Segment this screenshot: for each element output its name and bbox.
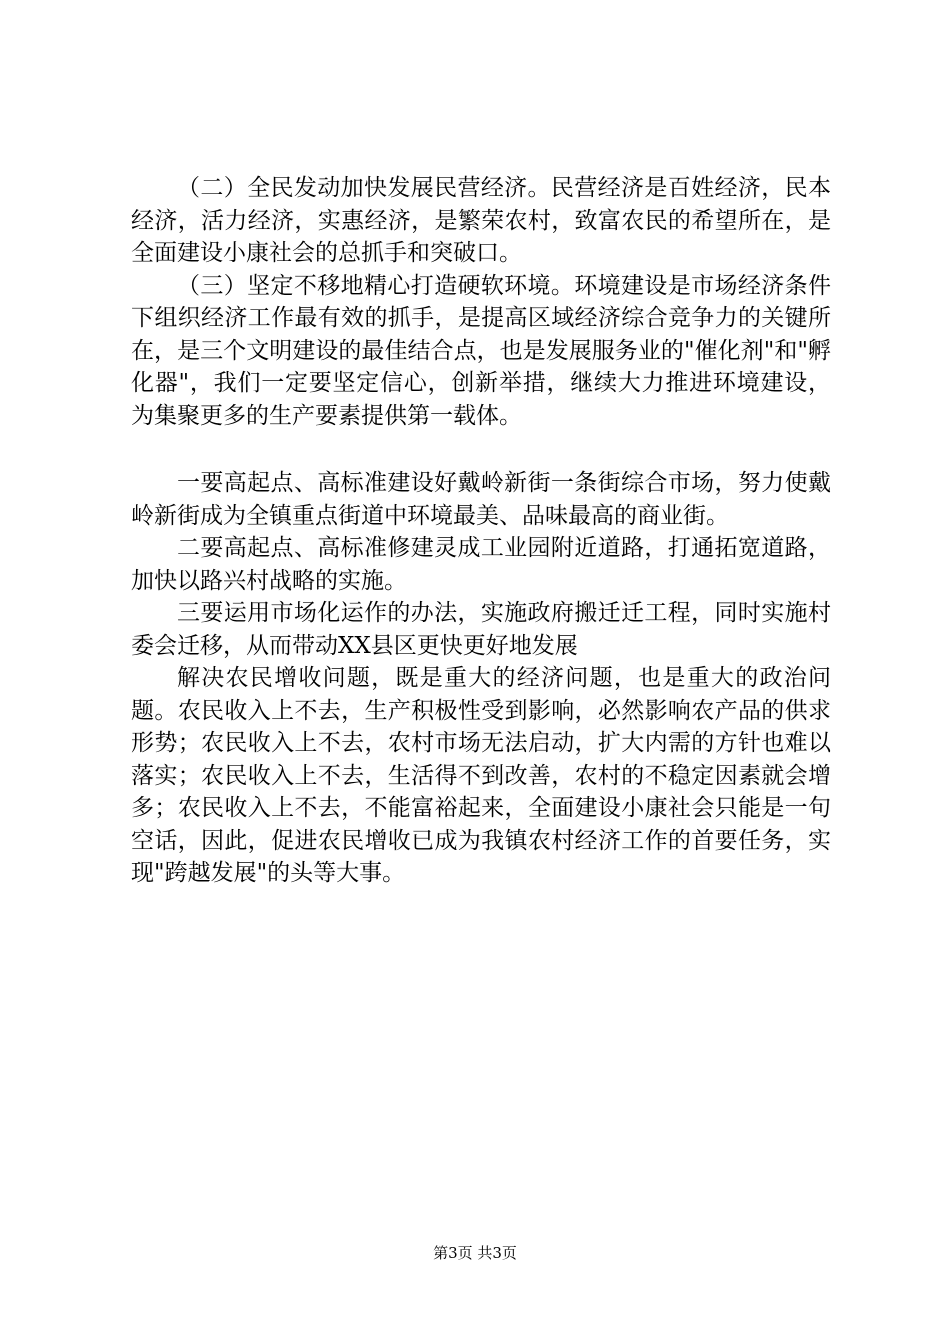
page-number-label: 第3页 共3页 [433, 1244, 517, 1262]
page-footer [0, 1243, 950, 1263]
paragraph-private-economy: （二）全民发动加快发展民营经济。民营经济是百姓经济，民本经济，活力经济，实惠经济，是繁荣农村，致富农民的希望所在，是全面建设小康社会的总抓手和突破口。 [131, 175, 831, 266]
document-body [131, 172, 831, 890]
paragraph-farmer-income: 解决农民增收问题，既是重大的经济问题，也是重大的政治问题。农民收入上不去，生产积极性受到影响，必然影响农产品的供求形势；农民收入上不去，农村市场无法启动，扩大内需的方针也难以落实；农民收入上不去，生活得不到改善，农村的不稳定因素就会增多；农民收入上不去，不能富裕起来，全面建设小康社会只能是一句空话，因此，促进农民增收已成为我镇农村经济工作的首要任务，实现"跨越发展"的头等大事。 [131, 665, 831, 886]
paragraph-item-three: 三要运用市场化运作的办法，实施政府搬迁迁工程，同时实施村委会迁移，从而带动XX县区更快更好地发展 [131, 600, 831, 659]
paragraph-item-two: 二要高起点、高标准修建灵成工业园附近道路，打通拓宽道路，加快以路兴村战略的实施。 [131, 535, 831, 594]
paragraph-gap [131, 432, 831, 467]
paragraph-environment: （三）坚定不移地精心打造硬软环境。环境建设是市场经济条件下组织经济工作最有效的抓手，是提高区域经济综合竞争力的关键所在，是三个文明建设的最佳结合点，也是发展服务业的"催化剂"和"孵化器"，我们一定要坚定信心，创新举措，继续大力推进环境建设，为集聚更多的生产要素提供第一载体。 [131, 272, 831, 429]
paragraph-item-one: 一要高起点、高标准建设好戴岭新街一条街综合市场，努力使戴岭新街成为全镇重点街道中环境最美、品味最高的商业街。 [131, 470, 831, 529]
